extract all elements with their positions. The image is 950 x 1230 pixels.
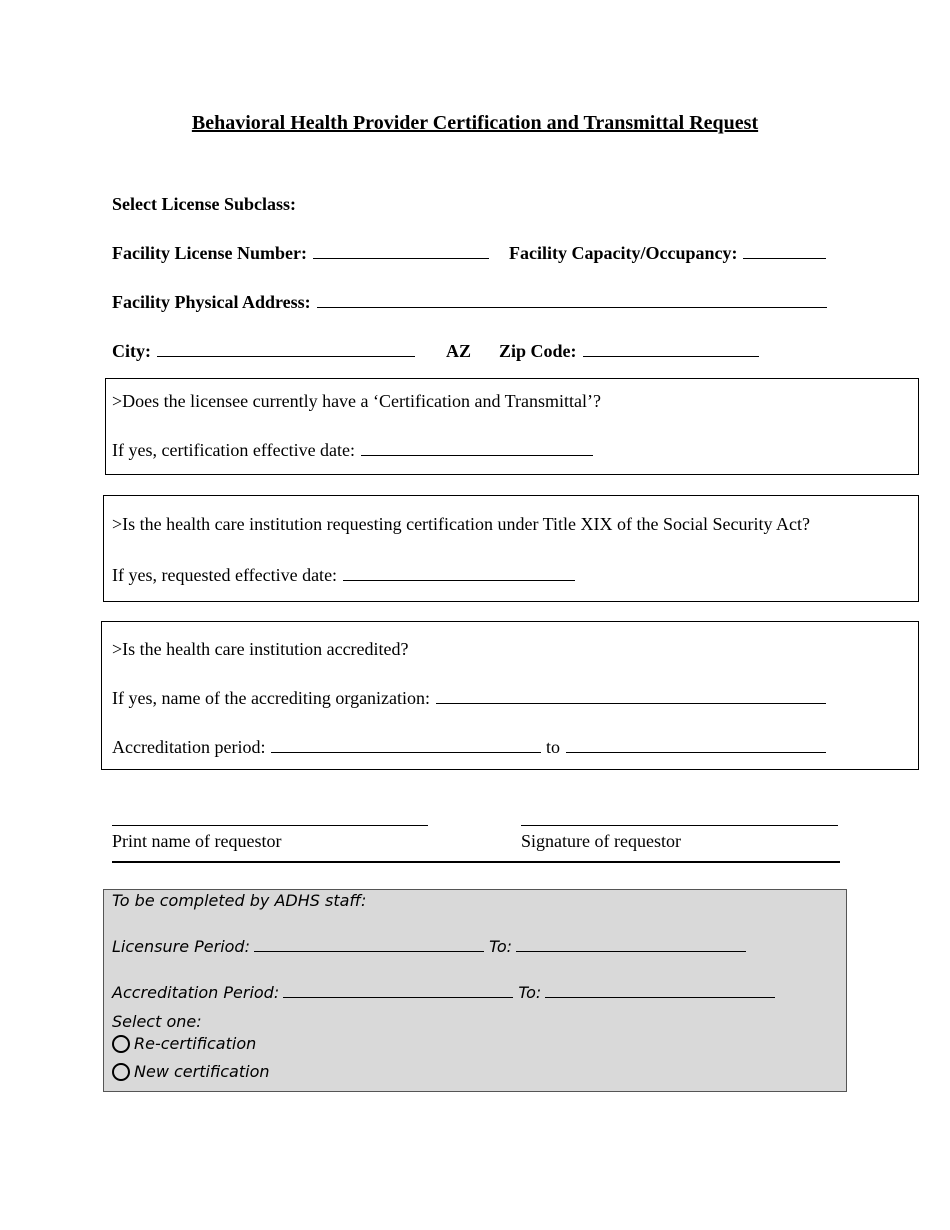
accrediting-org-label: If yes, name of the accrediting organization: [112,688,431,708]
licensure-period-end-field[interactable] [516,937,746,952]
facility-license-label: Facility License Number: [112,243,307,263]
page-title: Behavioral Health Provider Certification and Transmittal Request [191,112,759,134]
city-row [112,341,415,362]
accrediting-org-row [112,688,826,709]
state-label: AZ [446,341,472,361]
certification-question: >Does the licensee currently have a ‘Certification and Transmittal’? [112,391,601,411]
accredited-question: >Is the health care institution accredited? [112,639,409,659]
licensure-period-label: Licensure Period: [112,937,250,956]
staff-accreditation-start-field[interactable] [283,983,513,998]
requested-date-row [112,565,575,586]
license-subclass-label: Select License Subclass: [112,194,296,214]
licensure-period-row [112,937,746,956]
zip-row [499,341,759,362]
staff-accreditation-end-field[interactable] [545,983,775,998]
physical-address-field[interactable] [317,293,827,308]
new-certification-radio[interactable] [112,1063,130,1081]
certification-date-row [112,440,593,461]
licensure-period-start-field[interactable] [254,937,484,952]
facility-license-row [112,243,489,264]
facility-capacity-row [509,243,826,264]
recertification-radio[interactable] [112,1035,130,1053]
facility-capacity-label: Facility Capacity/Occupancy: [509,243,738,263]
licensure-period-to-label: To: [489,937,513,956]
accreditation-period-end-field[interactable] [566,738,826,753]
requested-date-field[interactable] [343,566,575,581]
accrediting-org-field[interactable] [436,689,826,704]
signature-label: Signature of requestor [521,831,681,851]
requested-date-label: If yes, requested effective date: [112,565,338,585]
certification-date-label: If yes, certification effective date: [112,440,356,460]
accreditation-period-row [112,737,826,758]
facility-license-field[interactable] [313,244,489,259]
divider [112,861,840,863]
physical-address-label: Facility Physical Address: [112,292,311,312]
city-field[interactable] [157,342,415,357]
certification-date-field[interactable] [361,441,593,456]
signature-field[interactable] [521,825,838,826]
select-one-label: Select one: [112,1012,202,1031]
city-label: City: [112,341,151,361]
staff-accreditation-row [112,983,775,1002]
accreditation-period-start-field[interactable] [271,738,541,753]
physical-address-row [112,292,827,313]
new-certification-label: New certification [134,1062,270,1081]
print-name-label: Print name of requestor [112,831,282,851]
accreditation-period-to-label: to [545,737,560,757]
print-name-field[interactable] [112,825,428,826]
staff-accreditation-to-label: To: [518,983,542,1002]
zip-label: Zip Code: [499,341,577,361]
title-xix-question: >Is the health care institution requesting certification under Title XIX of the Social Security Act? [112,514,810,534]
recertification-option[interactable] [112,1034,256,1053]
zip-field[interactable] [583,342,759,357]
new-certification-option[interactable] [112,1062,270,1081]
staff-heading: To be completed by ADHS staff: [112,891,367,910]
staff-accreditation-label: Accreditation Period: [112,983,280,1002]
recertification-label: Re-certification [134,1034,257,1053]
accreditation-period-label: Accreditation period: [112,737,266,757]
facility-capacity-field[interactable] [743,244,826,259]
